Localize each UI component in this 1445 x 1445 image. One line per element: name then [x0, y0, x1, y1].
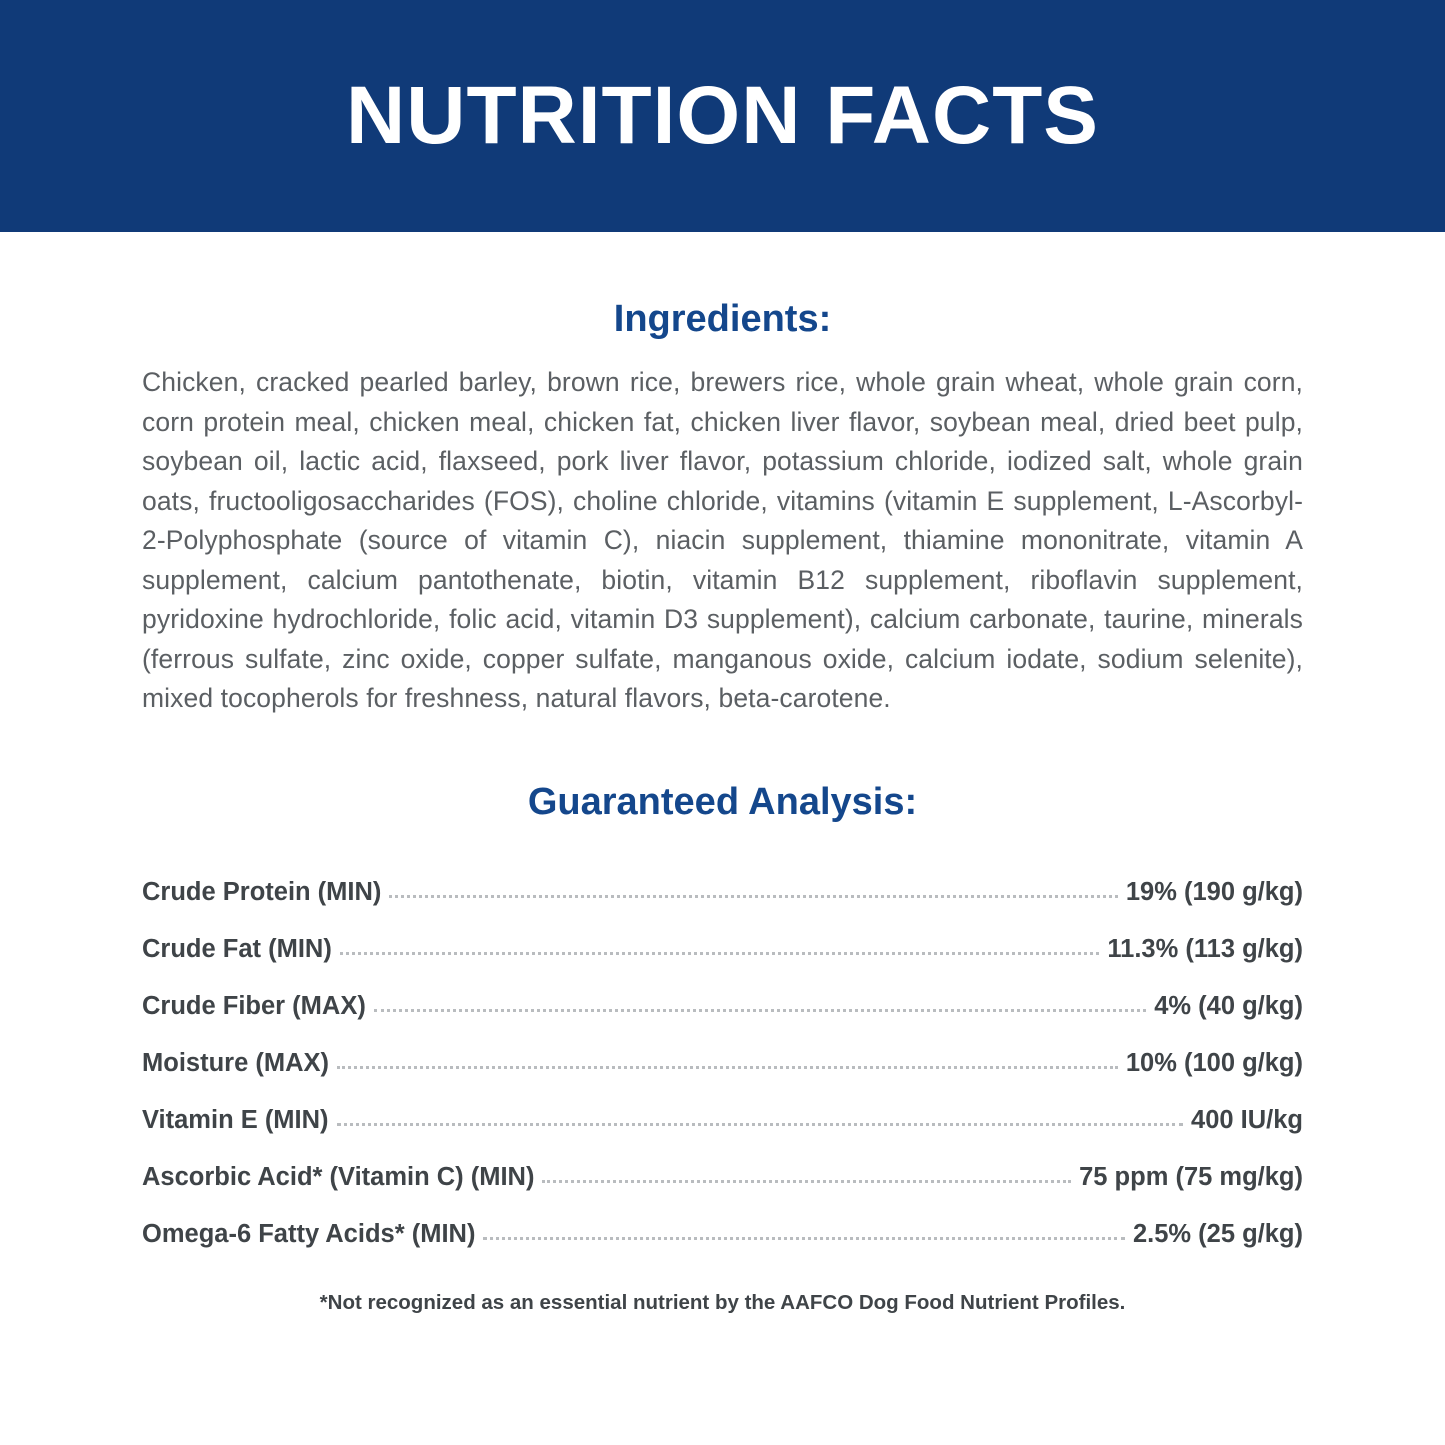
table-row: [142, 1078, 1303, 1135]
footnote: *Not recognized as an essential nutrient by the AAFCO Dog Food Nutrient Profiles.: [319, 1290, 1126, 1314]
table-row: [142, 1192, 1303, 1249]
nutrient-label: Omega-6 Fatty Acids* (MIN): [142, 1219, 476, 1248]
nutrient-value: 19% (190 g/kg): [1125, 877, 1303, 906]
page-title: NUTRITION FACTS: [346, 70, 1099, 161]
table-row: [142, 907, 1303, 964]
dot-leader: [337, 1065, 1118, 1069]
nutrient-value: 400 IU/kg: [1191, 1105, 1303, 1134]
nutrient-label: Crude Fiber (MAX): [142, 991, 366, 1020]
nutrient-label: Moisture (MAX): [142, 1048, 329, 1077]
content-area: [0, 298, 1445, 1315]
dot-leader: [483, 1236, 1124, 1240]
ingredients-text: Chicken, cracked pearled barley, brown rice, brewers rice, whole grain wheat, whole grain corn, corn protein meal, chicken meal, chicken fat, chicken liver flavor, soybean meal, dried beet pulp, soybean oil, lactic acid, flaxseed, pork liver flavor, potassium chloride, iodized salt, whole grain oats, fructooligosaccharides (FOS), choline chloride, vitamins (vitamin E supplement, L-Ascorbyl-2-Polyphosphate (source of vitamin C), niacin supplement, thiamine mononitrate, vitamin A supplement, calcium pantothenate, biotin, vitamin B12 supplement, riboflavin supplement, pyridoxine hydrochloride, folic acid, vitamin D3 supplement), calcium carbonate, taurine, minerals (ferrous sulfate, zinc oxide, copper sulfate, manganous oxide, calcium iodate, sodium selenite), mixed tocopherols for freshness, natural flavors, beta-carotene.: [142, 367, 1303, 713]
nutrient-label: Crude Fat (MIN): [142, 934, 332, 963]
ingredients-heading: Ingredients:: [613, 298, 832, 340]
table-row: [142, 850, 1303, 907]
nutrient-value: 11.3% (113 g/kg): [1107, 934, 1303, 963]
dot-leader: [542, 1179, 1071, 1183]
dot-leader: [340, 951, 1100, 955]
nutrient-value: 2.5% (25 g/kg): [1132, 1219, 1303, 1248]
guaranteed-analysis-heading: Guaranteed Analysis:: [527, 780, 918, 823]
nutrient-value: 4% (40 g/kg): [1154, 991, 1303, 1020]
nutrient-value: 75 ppm (75 mg/kg): [1079, 1162, 1303, 1191]
header-band: [0, 0, 1445, 232]
dot-leader: [389, 894, 1117, 898]
table-row: [142, 1021, 1303, 1078]
guaranteed-analysis-list: [142, 850, 1303, 1249]
nutrient-label: Ascorbic Acid* (Vitamin C) (MIN): [142, 1162, 535, 1191]
nutrient-label: Crude Protein (MIN): [142, 877, 382, 906]
dot-leader: [374, 1008, 1146, 1012]
nutrient-value: 10% (100 g/kg): [1125, 1048, 1303, 1077]
table-row: [142, 964, 1303, 1021]
dot-leader: [337, 1122, 1183, 1126]
table-row: [142, 1135, 1303, 1192]
nutrient-label: Vitamin E (MIN): [142, 1105, 329, 1134]
